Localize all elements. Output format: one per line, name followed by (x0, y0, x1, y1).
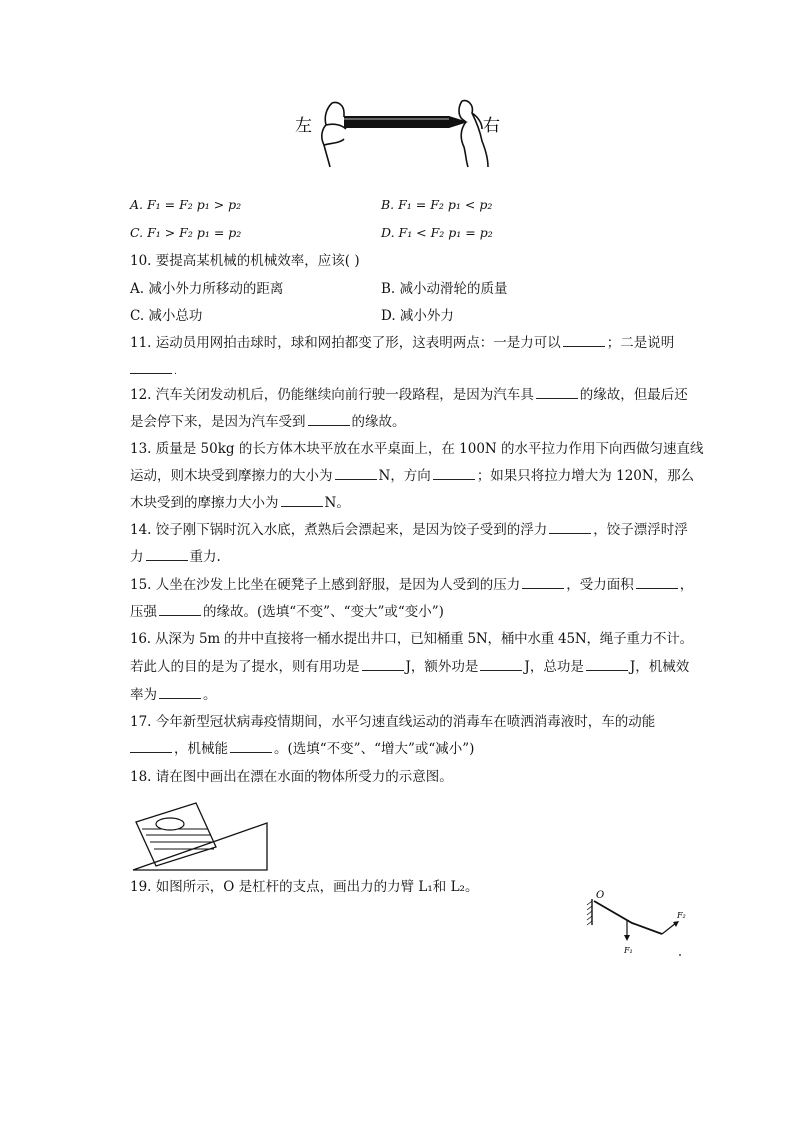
q16-line2: 若此人的目的是为了提水，则有用功是 J，额外功是 J，总功是 J，机械效 (130, 659, 690, 675)
q10-option-d[interactable]: D. 减小外力 (381, 308, 454, 324)
q12-line1: 12. 汽车关闭发动机后，仍能继续向前行驶一段路程，是因为汽车具 的缘故，但最后还 (130, 387, 688, 403)
answer-blank[interactable] (146, 548, 188, 561)
q9-option-b[interactable]: B. F₁ = F₂ p₁ < p₂ (381, 197, 493, 212)
answer-blank[interactable] (433, 467, 475, 480)
answer-blank[interactable] (563, 334, 605, 347)
q17-line2: ，机械能 。(选填“不变”、“增大”或“减小”) (130, 740, 474, 758)
q17-line1: 17. 今年新型冠状病毒疫情期间，水平匀速直线运动的消毒车在喷洒消毒液时，车的动能 (130, 714, 656, 730)
pencil-body (344, 116, 449, 128)
q11-line1: 11. 运动员用网拍击球时，球和网拍都变了形，这表明两点：一是力可以 ；二是说明 (130, 335, 675, 351)
answer-blank[interactable] (281, 494, 323, 507)
answer-blank[interactable] (522, 576, 564, 589)
q15-line2: 压强 的缘故。(选填“不变”、“变大”或“变小”) (130, 604, 444, 620)
answer-blank[interactable] (159, 603, 201, 616)
answer-blank[interactable] (362, 658, 404, 671)
q13-line3: 木块受到的摩擦力大小为 N。 (130, 495, 350, 511)
right-label: 右 (483, 116, 500, 136)
q19-stem: 19. 如图所示，O 是杠杆的支点，画出力的力臂 L₁和 L₂。 (130, 879, 479, 895)
q10-option-c[interactable]: C. 减小总功 (130, 308, 203, 324)
incline-water-figure (130, 795, 270, 873)
force-f2-label: F₂ (677, 911, 686, 920)
q10-stem: 10. 要提高某机械的机械效率，应该( ) (130, 253, 360, 269)
answer-blank[interactable] (308, 413, 350, 426)
q10-option-b[interactable]: B. 减小动滑轮的质量 (381, 281, 508, 297)
q18-stem: 18. 请在图中画出在漂在水面的物体所受力的示意图。 (130, 769, 453, 785)
left-hand (322, 102, 346, 167)
q9-option-d[interactable]: D. F₁ < F₂ p₁ = p₂ (381, 225, 493, 240)
q14-line1: 14. 饺子刚下锅时沉入水底，煮熟后会漂起来，是因为饺子受到的浮力 ，饺子漂浮时浮 (130, 522, 688, 538)
pencil-hands-figure (290, 95, 505, 170)
q14-line2: 力 重力. (130, 549, 221, 565)
answer-blank[interactable] (130, 740, 172, 753)
answer-blank[interactable] (636, 576, 678, 589)
q16-line3: 率为 。 (130, 687, 217, 703)
q16-line1: 16. 从深为 5m 的井中直接将一桶水提出井口，已知桶重 5N，桶中水重 45N，绳子重力不计。 (130, 631, 693, 647)
q13-line1: 13. 质量是 50kg 的长方体木块平放在水平桌面上，在 100N 的水平拉力作用下向西做匀速直线 (130, 441, 704, 457)
answer-blank[interactable] (480, 658, 522, 671)
incline-ramp (133, 823, 267, 870)
q15-line1: 15. 人坐在沙发上比坐在硬凳子上感到舒服，是因为人受到的压力 ，受力面积 ， (130, 577, 694, 593)
floating-object (156, 818, 184, 830)
force-f2-arrow (662, 923, 676, 934)
q9-option-c[interactable]: C. F₁ > F₂ p₁ = p₂ (130, 225, 242, 240)
answer-blank[interactable] (230, 740, 272, 753)
left-label: 左 (295, 116, 312, 136)
q12-line2: 是会停下来，是因为汽车受到 的缘故。 (130, 414, 406, 430)
q10-option-a[interactable]: A. 减小外力所移动的距离 (130, 281, 284, 297)
q9-option-a[interactable]: A. F₁ = F₂ p₁ > p₂ (130, 197, 242, 212)
answer-blank[interactable] (130, 361, 172, 374)
force-f1-label: F₁ (624, 946, 633, 955)
answer-blank[interactable] (335, 467, 377, 480)
answer-blank[interactable] (549, 521, 591, 534)
q11-line2: . (130, 361, 177, 381)
answer-blank[interactable] (536, 386, 578, 399)
answer-blank[interactable] (586, 658, 628, 671)
answer-blank[interactable] (159, 686, 201, 699)
q13-line2: 运动，则木块受到摩擦力的大小为 N，方向 ；如果只将拉力增大为 120N，那么 (130, 468, 695, 484)
lever-figure (580, 885, 695, 960)
lever-arm (594, 901, 662, 934)
pivot-label: O (596, 890, 605, 901)
